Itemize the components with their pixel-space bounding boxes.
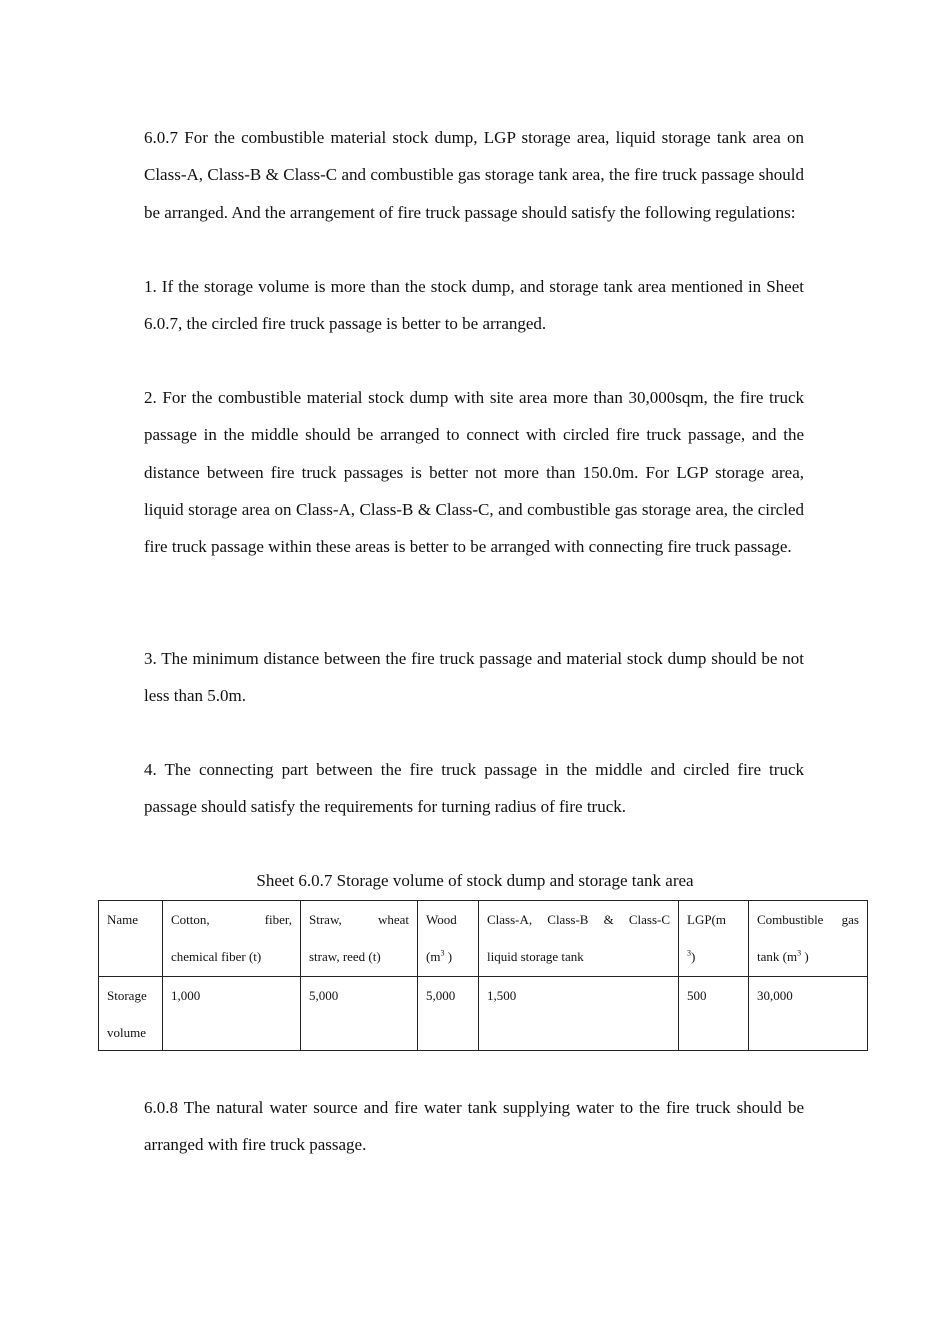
clause-6-0-7-item-3: 3. The minimum distance between the fire truck passage and material stock dump should be not less than 5.0m. [144,649,804,706]
value-cell-straw: 5,000 [301,977,418,1051]
clause-6-0-7-item-2: 2. For the combustible material stock dump with site area more than 30,000sqm, the fire truck passage in the middle should be arranged to connect with circled fire truck passage, and the distance between fire truck passages is better not more than 150.0m. For LGP storage area, liquid storage area on Class-A, Class-B & Class-C, and combustible gas storage area, the circled fire truck passage within these areas is better to be arranged with connecting fire truck passage. [144,388,804,557]
table-row [99,977,868,1051]
clause-6-0-7-item-4: 4. The connecting part between the fire truck passage in the middle and circled fire truck passage should satisfy the requirements for turning radius of fire truck. [144,760,804,817]
value-cell-lgp: 500 [679,977,749,1051]
header-cell-straw: Straw, wheat straw, reed (t) [301,901,418,977]
clause-6-0-7-intro: 6.0.7 For the combustible material stock dump, LGP storage area, liquid storage tank area on Class-A, Class-B & Class-C and combustible gas storage tank area, the fire truck passage should be arranged. And the arrangement of fire truck passage should satisfy the following regulations: [144,128,804,222]
clause-6-0-7-item-1: 1. If the storage volume is more than the stock dump, and storage tank area mentioned in Sheet 6.0.7, the circled fire truck passage is better to be arranged. [144,277,804,334]
table-caption: Sheet 6.0.7 Storage volume of stock dump and storage tank area [256,871,694,890]
storage-volume-table [98,900,868,1051]
value-cell-cotton: 1,000 [163,977,301,1051]
row-label-cell: Storage volume [99,977,163,1051]
header-cell-liquid-tank: Class-A, Class-B & Class-C liquid storage tank [479,901,679,977]
header-cell-cotton: Cotton, fiber, chemical fiber (t) [163,901,301,977]
header-cell-wood: Wood ($m^3$ ) [418,901,479,977]
header-cell-gas-tank: Combustible gas tank ($m^3$ ) [749,901,868,977]
value-cell-wood: 5,000 [418,977,479,1051]
table-header-row [99,901,868,977]
value-cell-liquid-tank: 1,500 [479,977,679,1051]
header-cell-name: Name [99,901,163,977]
header-cell-lgp: LGP(m $^3$) [679,901,749,977]
clause-6-0-8: 6.0.8 The natural water source and fire water tank supplying water to the fire truck should be arranged with fire truck passage. [144,1098,804,1155]
value-cell-gas-tank: 30,000 [749,977,868,1051]
